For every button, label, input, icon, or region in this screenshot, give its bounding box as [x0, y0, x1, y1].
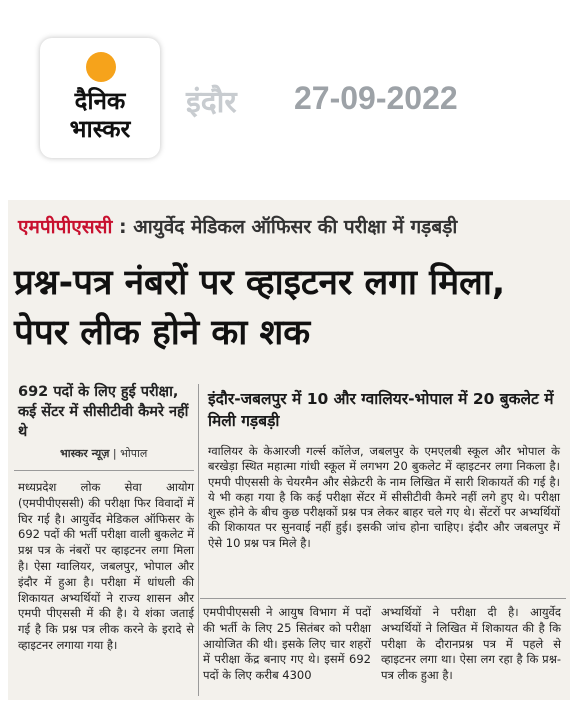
logo-word-bhaskar: भास्कर	[69, 115, 131, 143]
edition-city: इंदौर	[186, 85, 237, 120]
logo-word-dainik: दैनिक	[74, 87, 126, 115]
sun-icon	[86, 52, 116, 82]
box-headline: इंदौर-जबलपुर में 10 और ग्वालियर-भोपाल में 20 बुकलेट में मिली गड़बड़ी	[208, 390, 554, 430]
body-column-left: मध्यप्रदेश लोक सेवा आयोग (एमपीपीएससी) की परीक्षा फिर विवादों में घिर गई है। आयुर्वेद मेडिकल ऑफिसर के 692 पदों की भर्ती परीक्षा वाली बुकलेट में प्रश्न पत्र के नंबरों पर व्हाइटनर लगा मिला है। ऐसा ग्वालियर, जबलपुर, भोपाल और इंदौर में हुआ है। परीक्षा में धांधली की शिकायत अभ्यर्थियों ने राज्य शासन और एमपी पीएससी में की है। ये शंका जताई गई है कि प्रश्न पत्र लीक करने के इरादे से व्हाइटनर लगाया गया है।	[18, 480, 194, 652]
divider	[14, 470, 194, 471]
dainik-bhaskar-logo	[40, 38, 160, 158]
article-kicker	[18, 213, 457, 239]
byline-source: भास्कर न्यूज़	[60, 447, 110, 460]
byline-place: | भोपाल	[109, 447, 148, 460]
kicker-tag: एमपीपीएससी	[18, 216, 113, 238]
body-column-right: अभ्यर्थियों ने परीक्षा दी है। आयुर्वेद अभ्यर्थियों ने लिखित में शिकायत की है कि परीक्षा के दौरानप्रश्न पत्र में पहले से व्हाइटनर लगा था। ऐसा लग रहा है कि प्रश्न-पत्र लीक हुआ है।	[381, 605, 561, 683]
article-headline: प्रश्न-पत्र नंबरों पर व्हाइटनर लगा मिला, पेपर लीक होने का शक	[14, 263, 506, 353]
kicker-text: : आयुर्वेद मेडिकल ऑफिसर की परीक्षा में गड़बड़ी	[112, 216, 458, 238]
box-body-text: ग्वालियर के केआरजी गर्ल्स कॉलेज, जबलपुर के एमएलबी स्कूल और भोपाल के बरखेड़ा स्थित महात्मा गांधी स्कूल में लगभग 20 बुकलेट में व्हाइटनर लगा निकला है। एमपी पीएससी के चेयरमैन और सेक्रेटरी के नाम लिखित में सारी शिकायतें की गई है। ये भी कहा गया है कि कई परीक्षा सेंटर में सीसीटीवी कैमरे नहीं लगे हुए थे। परीक्षा शुरू होने के बीच कुछ परीक्षकों प्रश्न पत्र लेकर बाहर चले गए थे। सेंटरों पर अभ्यर्थियों की शिकायत पर सुनवाई नहीं हुई। इसकी जांच होना चाहिए। इंदौर और जबलपुर में ऐसे 10 प्रश्न पत्र मिले है।	[208, 444, 560, 550]
box-divider	[200, 598, 566, 599]
body-column-middle: एमपीपीएससी ने आयुष विभाग में पदों की भर्ती के लिए 25 सितंबर को परीक्षा आयोजित की थी। इसके लिए चार शहरों में परीक्षा केंद्र बनाए गए थे। इसमें 692 पदों के लिए करीब 4300	[203, 605, 371, 683]
article-byline	[60, 446, 147, 461]
column-divider	[198, 384, 199, 696]
article-subhead: 692 पदों के लिए हुई परीक्षा, कई सेंटर में सीसीटीवी कैमरे नहीं थे	[18, 384, 189, 440]
edition-date: 27-09-2022	[294, 80, 458, 116]
